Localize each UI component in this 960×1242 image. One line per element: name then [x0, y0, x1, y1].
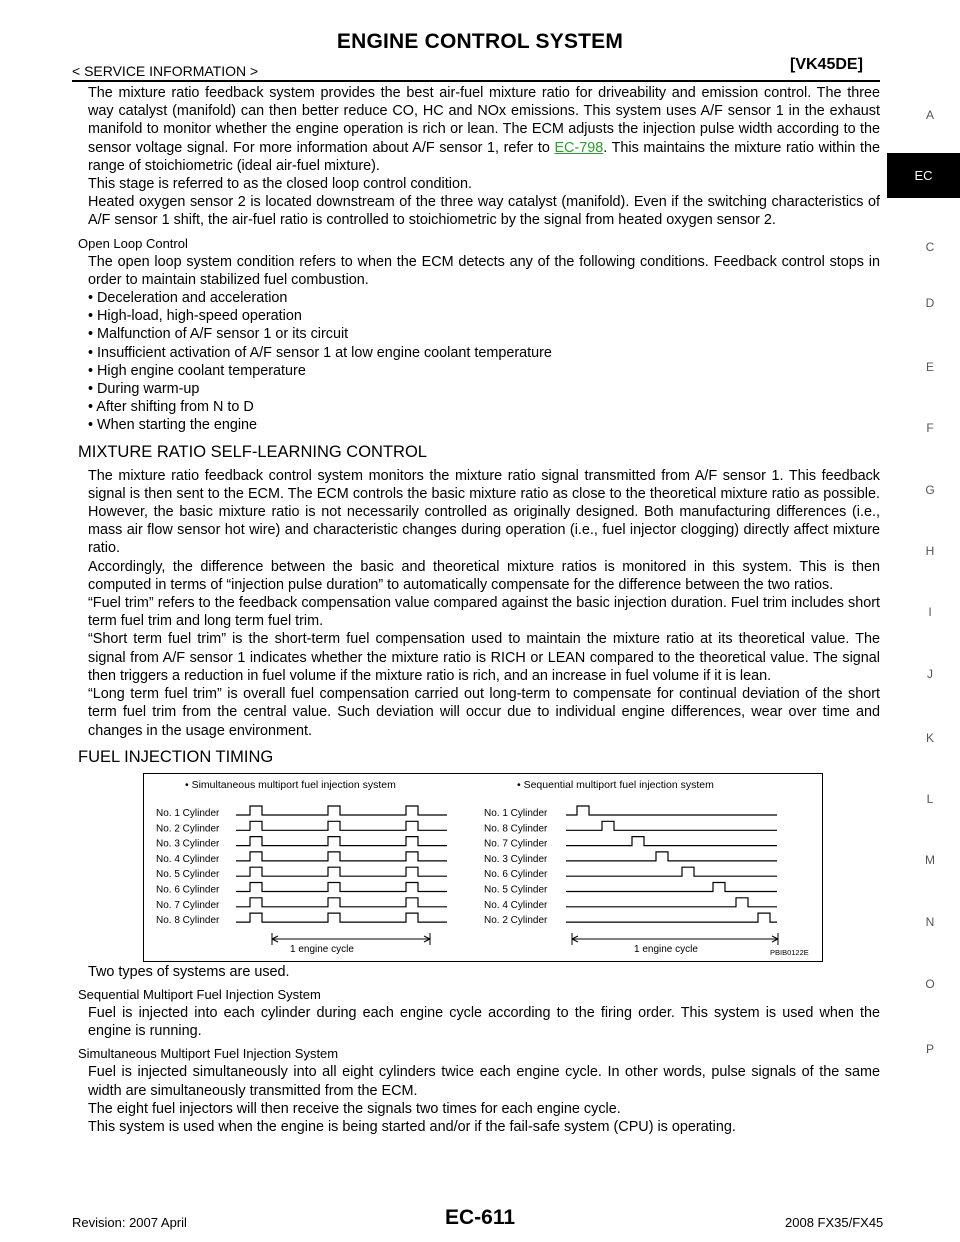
paragraph: The open loop system condition refers to when the ECM detects any of the following conditions. Feedback control stops in order to maintain stabilized fuel combustion.	[88, 253, 880, 288]
index-tab-o[interactable]: O	[925, 977, 935, 991]
paragraph: “Short term fuel trim” is the short-term fuel compensation used to maintain the mixture ratio at its theoretical value. The signal from A/F sensor 1 indicates whether the mixture ratio is RICH or LEAN compared to the theoretical value. The signal then triggers a reduction in fuel volume if the mixture ratio is rich, and an increase in fuel volume if it is lean.	[88, 631, 880, 684]
sequential-pulse-wave	[566, 898, 777, 907]
list-item: • During warm-up	[88, 381, 200, 398]
index-tab-a[interactable]: A	[925, 108, 934, 122]
simultaneous-pulse-wave	[236, 806, 447, 815]
sequential-pulse-wave	[566, 882, 777, 891]
index-tab-c[interactable]: C	[925, 240, 935, 254]
section-heading: Open Loop Control	[78, 235, 188, 251]
list-item: • High engine coolant temperature	[88, 362, 306, 379]
simultaneous-pulse-wave	[236, 913, 447, 922]
index-tab-f[interactable]: F	[926, 421, 934, 435]
index-tab-m[interactable]: M	[925, 853, 935, 867]
simultaneous-pulse-wave	[236, 867, 447, 876]
section-heading: Simultaneous Multiport Fuel Injection System	[78, 1046, 339, 1062]
footer-model: 2008 FX35/FX45	[785, 1215, 884, 1230]
sequential-pulse-wave	[566, 852, 777, 861]
list-item: • When starting the engine	[88, 417, 258, 434]
paragraph: This system is used when the engine is being started and/or if the fail-safe system (CPU) is operating.	[88, 1118, 736, 1135]
index-tab-l[interactable]: L	[926, 792, 934, 806]
footer-page-number: EC-611	[444, 1206, 516, 1229]
index-tab-e[interactable]: E	[925, 360, 934, 374]
simultaneous-pulse-wave	[236, 852, 447, 861]
paragraph: Two types of systems are used.	[88, 963, 290, 980]
left-cylinder-label: No. 8 Cylinder	[156, 914, 220, 926]
right-cylinder-label: No. 5 Cylinder	[484, 884, 548, 896]
sequential-pulse-wave	[566, 913, 777, 922]
cycle-label-left: 1 engine cycle	[290, 943, 354, 955]
sequential-pulse-wave	[566, 821, 777, 830]
left-cylinder-label: No. 3 Cylinder	[156, 838, 220, 850]
reference-link[interactable]: EC-798	[554, 139, 604, 156]
section-heading: Sequential Multiport Fuel Injection System	[78, 986, 321, 1002]
index-tab-h[interactable]: H	[925, 544, 935, 558]
list-item: • Insufficient activation of A/F sensor 1 at low engine coolant temperature	[88, 344, 552, 361]
list-item: • High-load, high-speed operation	[88, 308, 302, 325]
timing-svg	[144, 774, 822, 961]
simultaneous-pulse-wave	[236, 821, 447, 830]
list-item: • After shifting from N to D	[88, 399, 254, 416]
paragraph: Fuel is injected into each cylinder during each engine cycle according to the firing order. This system is used when the engine is running.	[88, 1004, 880, 1040]
paragraph: The mixture ratio feedback control system monitors the mixture ratio signal transmitted from A/F sensor 1. This feedback signal is then sent to the ECM. The ECM controls the basic mixture ratio as close to the theoretical mixture ratio as possible. However, the basic mixture ratio is not necessarily controlled as originally designed. Both manufacturing differences (i.e., mass air flow sensor hot wire) and characteristic changes during operation (i.e., fuel injector clogging) directly affect mixture ratio.	[88, 467, 880, 557]
right-cylinder-label: No. 8 Cylinder	[484, 823, 548, 835]
injection-timing-diagram	[143, 773, 823, 962]
sequential-pulse-wave	[566, 867, 777, 876]
right-cylinder-label: No. 4 Cylinder	[484, 899, 548, 911]
section-heading: MIXTURE RATIO SELF-LEARNING CONTROL	[78, 442, 427, 461]
paragraph	[88, 84, 880, 175]
right-cylinder-label: No. 7 Cylinder	[484, 838, 548, 850]
index-tab-p[interactable]: P	[925, 1042, 934, 1056]
left-cylinder-label: No. 1 Cylinder	[156, 807, 220, 819]
sequential-pulse-wave	[566, 836, 777, 845]
footer-revision: Revision: 2007 April	[72, 1215, 187, 1230]
index-tab-n[interactable]: N	[925, 915, 935, 929]
paragraph: Heated oxygen sensor 2 is located downstream of the three way catalyst (manifold). Even if the switching characteristics of A/F sensor 1 shift, the air-fuel ratio is controlled to stoichiometric by the signal from heated oxygen sensor 2.	[88, 194, 880, 229]
index-tab-j[interactable]: J	[927, 667, 933, 681]
list-item: • Malfunction of A/F sensor 1 or its circuit	[88, 326, 349, 343]
figure-code: PBIB0122E	[770, 947, 809, 957]
paragraph: Fuel is injected simultaneously into all eight cylinders twice each engine cycle. In other words, pulse signals of the same width are simultaneously transmitted from the ECM.	[88, 1064, 880, 1099]
left-cylinder-label: No. 5 Cylinder	[156, 868, 220, 880]
sequential-pulse-wave	[566, 806, 777, 815]
cycle-label-right: 1 engine cycle	[634, 943, 698, 955]
section-heading: FUEL INJECTION TIMING	[78, 747, 274, 766]
left-cylinder-label: No. 7 Cylinder	[156, 899, 220, 911]
right-cylinder-label: No. 1 Cylinder	[484, 807, 548, 819]
right-cylinder-label: No. 2 Cylinder	[484, 914, 548, 926]
paragraph: This stage is referred to as the closed loop control condition.	[88, 176, 472, 193]
text: The mixture ratio feedback system provides the best air-fuel mixture ratio for driveability and emission control. The three way catalyst (manifold) can then better reduce CO, HC and NOx emissions. This system uses A/F sensor 1 in the exhaust manifold to monitor whether the engine operation is rich or lean. The ECM adjusts the injection pulse width according to the sensor voltage signal. For more information about A/F sensor 1, refer to	[88, 85, 880, 156]
index-tab-g[interactable]: G	[925, 483, 935, 497]
right-cylinder-label: No. 3 Cylinder	[484, 853, 548, 865]
left-cylinder-label: No. 4 Cylinder	[156, 853, 220, 865]
diagram-left-title: • Simultaneous multiport fuel injection system	[185, 778, 396, 791]
diagram-right-title: • Sequential multiport fuel injection system	[517, 778, 714, 791]
breadcrumb: < SERVICE INFORMATION >	[72, 63, 259, 79]
index-tab-ec-active[interactable]: EC	[887, 153, 960, 198]
index-tab-i[interactable]: I	[928, 605, 932, 619]
right-cylinder-label: No. 6 Cylinder	[484, 868, 548, 880]
text: . This maintains the mixture ratio within the range of stoichiometric (ideal air-fuel mixture).	[88, 139, 880, 174]
list-item: • Deceleration and acceleration	[88, 290, 288, 307]
model-code: [VK45DE]	[790, 56, 863, 73]
paragraph: The eight fuel injectors will then receive the signals two times for each engine cycle.	[88, 1100, 621, 1117]
page-title: ENGINE CONTROL SYSTEM	[336, 30, 624, 53]
left-cylinder-label: No. 2 Cylinder	[156, 823, 220, 835]
paragraph: “Fuel trim” refers to the feedback compensation value compared against the basic injection duration. Fuel trim includes short term fuel trim and long term fuel trim.	[88, 595, 880, 630]
paragraph: “Long term fuel trim” is overall fuel compensation carried out long-term to compensate for continual deviation of the short term fuel trim from the central value. Such deviation will occur due to individual engine differences, wear over time and changes in the usage environment.	[88, 686, 880, 739]
header-divider	[72, 80, 880, 82]
simultaneous-pulse-wave	[236, 898, 447, 907]
paragraph: Accordingly, the difference between the basic and theoretical mixture ratios is monitored in this system. This is then computed in terms of “injection pulse duration” to automatically compensate for the difference between the two ratios.	[88, 558, 880, 593]
index-tab-k[interactable]: K	[925, 731, 934, 745]
simultaneous-pulse-wave	[236, 836, 447, 845]
main-content	[78, 84, 880, 1136]
simultaneous-pulse-wave	[236, 882, 447, 891]
left-cylinder-label: No. 6 Cylinder	[156, 884, 220, 896]
index-tab-d[interactable]: D	[925, 296, 935, 310]
